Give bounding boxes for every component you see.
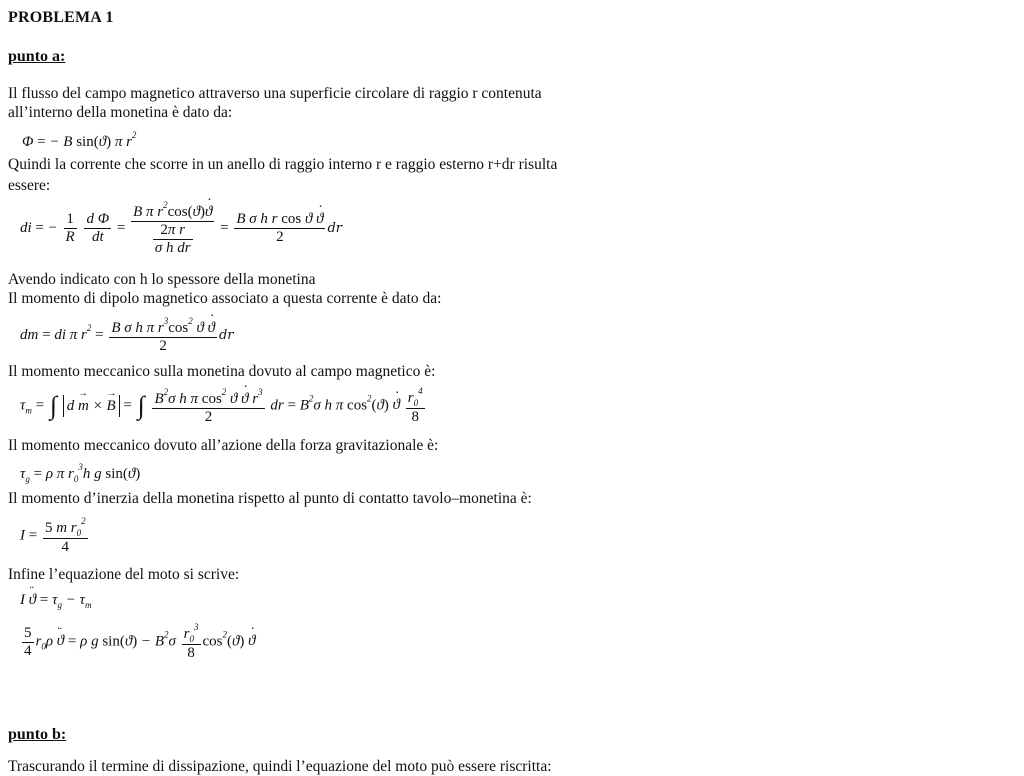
paragraph-flux-line2: all’interno della monetina è dato da: <box>8 104 233 121</box>
equation-motion-full: $\frac{5}{4}$ $r_0\rho$ ϑ ¨ = ρ g $\sin(ϑ) - B^2\sigma$ $\frac{r_0^3}{8}$ $\cos^2(ϑ) ϑ$ · <box>20 622 256 662</box>
equation-gravity-torque: $\tau_g = \rho$ π $r_0^3h$ g sin(ϑ) <box>20 462 141 484</box>
section-heading-a: punto a: <box>8 48 66 65</box>
paragraph-dipole: Il momento di dipolo magnetico associato a questa corrente è dato da: <box>8 290 442 307</box>
paragraph-flux-line1: Il flusso del campo magnetico attraverso una superficie circolare di raggio r contenuta <box>8 85 542 102</box>
paragraph-gravity-torque: Il momento meccanico dovuto all’azione della forza gravitazionale è: <box>8 437 439 454</box>
equation-dipole: dm = di π $r^2$ = $\frac{B \sigma h \pi r^3\cos^2 ϑ ϑ \cdot}{2}$ dr <box>20 316 234 355</box>
section-heading-b: punto b: <box>8 726 67 743</box>
paragraph-magnetic-torque: Il momento meccanico sulla monetina dovuto al campo magnetico è: <box>8 363 436 380</box>
paragraph-current-line2: essere: <box>8 177 51 194</box>
equation-magnetic-torque: $\tau_m$ = ∫ d m → × B → = ∫ $\frac{B^2\sigma h \pi \cos^2 ϑ ϑ \cdot r^3}{2}$ dr = $B^2\sigma$ h π $\cos^2(ϑ) ϑ$ · $\frac{r_0^4}{8}$ <box>20 386 427 426</box>
equation-flux: Φ = − B sin(ϑ) π $r^2$ <box>22 130 137 150</box>
equation-current: di = − $\frac{1}{R}$ $\frac{\text{d Φ}}{dt}$ = $\frac{B \pi r^2\cos(ϑ)ϑ \cdot}{\frac{\text{2π r}}{\text{σ h dr}}}$ = $\frac{\text{B σ h r cos ϑ ϑ ·}}{2}$ dr <box>20 200 342 257</box>
paragraph-thickness: Avendo indicato con h lo spessore della monetina <box>8 271 316 288</box>
paragraph-inertia: Il momento d’inerzia della monetina rispetto al punto di contatto tavolo–monetina è: <box>8 490 532 507</box>
paragraph-clipped: Trascurando il termine di dissipazione, quindi l’equazione del moto può essere riscritta: <box>8 758 552 775</box>
paragraph-motion: Infine l’equazione del moto si scrive: <box>8 566 240 583</box>
equation-motion-short: I ϑ ¨ = $\tau_g - \tau_m$ <box>20 592 91 610</box>
paragraph-current-line1: Quindi la corrente che scorre in un anello di raggio interno r e raggio esterno r+dr risulta <box>8 156 558 173</box>
problem-title: PROBLEMA 1 <box>8 9 114 26</box>
equation-inertia: I = $\frac{5 m r_0^2}{4}$ <box>20 516 86 555</box>
